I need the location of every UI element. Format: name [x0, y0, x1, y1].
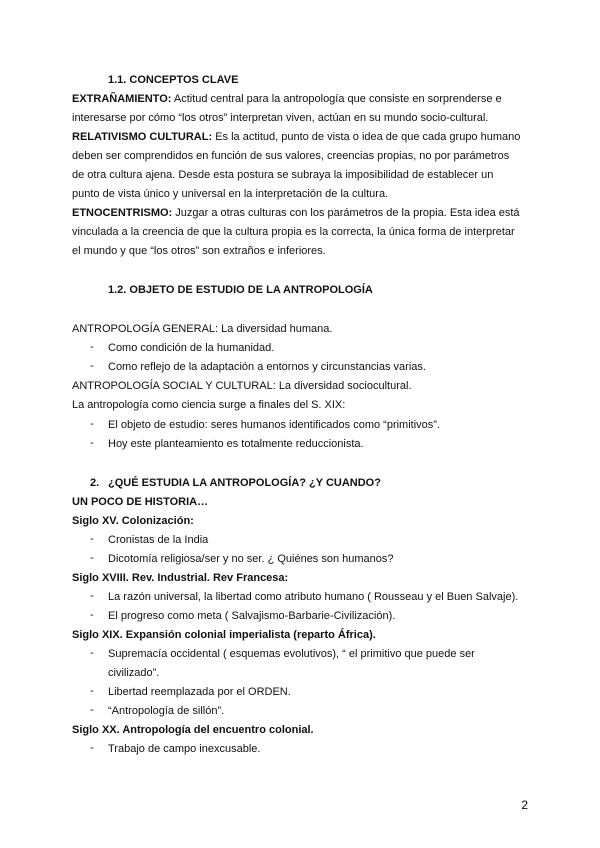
relativismo-line-3: de otra cultura ajena. Desde esta postura se subraya la imposibilidad de establecer un	[72, 169, 494, 181]
century-xix-heading: Siglo XIX. Expansión colonial imperialista (reparto África).	[72, 629, 376, 641]
science-line: La antropología como ciencia surge a finales del S. XIX:	[72, 399, 346, 411]
general-line: ANTROPOLOGÍA GENERAL: La diversidad humana.	[72, 323, 333, 335]
etnocentrismo-term: ETNOCENTRISMO:	[72, 207, 173, 219]
extranamiento-line-1	[72, 92, 502, 107]
bullet-dash: -	[90, 647, 94, 659]
list-item: Libertad reemplazada por el ORDEN.	[108, 686, 291, 698]
etnocentrismo-line-1	[72, 206, 520, 221]
relativismo-term: RELATIVISMO CULTURAL:	[72, 131, 213, 143]
century-xx-heading: Siglo XX. Antropología del encuentro colonial.	[72, 724, 314, 736]
list-item: Dicotomía religiosa/ser y no ser. ¿ Quiénes son humanos?	[108, 553, 394, 565]
bullet-dash: -	[90, 742, 94, 754]
etnocentrismo-line-3: el mundo y que “los otros” son extraños e inferiores.	[72, 245, 326, 257]
century-xv-heading: Siglo XV. Colonización:	[72, 515, 194, 527]
list-item: El progreso como meta ( Salvajismo-Barbarie-Civilización).	[108, 610, 396, 622]
section-heading-2: ¿QUÉ ESTUDIA LA ANTROPOLOGÍA? ¿Y CUANDO?	[108, 477, 381, 489]
list-item: Como condición de la humanidad.	[108, 342, 275, 354]
section-number-2: 2.	[90, 477, 100, 489]
history-subheading: UN POCO DE HISTORIA…	[72, 496, 209, 508]
bullet-dash: -	[90, 533, 94, 545]
bullet-dash: -	[90, 418, 94, 430]
extranamiento-def: Actitud central para la antropología que consiste en sorprenderse e	[171, 93, 502, 105]
social-line: ANTROPOLOGÍA SOCIAL Y CULTURAL: La diversidad sociocultural.	[72, 380, 412, 392]
etnocentrismo-line-2: vinculada a la creencia de que la cultura propia es la correcta, la única forma de interpretar	[72, 226, 515, 238]
relativismo-line-4: punto de vista único y universal en la interpretación de la cultura.	[72, 188, 389, 200]
section-heading-1-1: 1.1. CONCEPTOS CLAVE	[108, 74, 239, 86]
list-item-continuation: civilizado”.	[108, 667, 160, 679]
bullet-dash: -	[90, 590, 94, 602]
etnocentrismo-def: Juzgar a otras culturas con los parámetros de la propia. Esta idea está	[172, 207, 520, 219]
century-xviii-heading: Siglo XVIII. Rev. Industrial. Rev Francesa:	[72, 572, 289, 584]
list-item: El objeto de estudio: seres humanos identificados como “primitivos”.	[108, 419, 440, 431]
bullet-dash: -	[90, 437, 94, 449]
list-item: “Antropología de sillón”.	[108, 705, 225, 717]
relativismo-line-2: deben ser comprendidos en función de sus valores, creencias propias, no por parámetros	[72, 150, 510, 162]
bullet-dash: -	[90, 609, 94, 621]
bullet-dash: -	[90, 341, 94, 353]
bullet-dash: -	[90, 552, 94, 564]
list-item: Supremacía occidental ( esquemas evolutivos), “ el primitivo que puede ser	[108, 648, 475, 660]
list-item: Cronistas de la India	[108, 534, 209, 546]
bullet-dash: -	[90, 685, 94, 697]
extranamiento-line-2: interesarse por cómo “los otros” interpretan viven, actúan en su mundo socio-cultural.	[72, 112, 489, 124]
list-item: Hoy este planteamiento es totalmente reduccionista.	[108, 438, 364, 450]
list-item: Trabajo de campo inexcusable.	[108, 743, 261, 755]
list-item: La razón universal, la libertad como atributo humano ( Rousseau y el Buen Salvaje).	[108, 591, 519, 603]
bullet-dash: -	[90, 360, 94, 372]
bullet-dash: -	[90, 704, 94, 716]
page-number: 2	[521, 798, 528, 812]
relativismo-line-1	[72, 130, 520, 145]
list-item: Como reflejo de la adaptación a entornos y circunstancias varias.	[108, 361, 426, 373]
extranamiento-term: EXTRAÑAMIENTO:	[72, 93, 172, 105]
section-heading-1-2: 1.2. OBJETO DE ESTUDIO DE LA ANTROPOLOGÍA	[108, 284, 373, 296]
relativismo-def: Es la actitud, punto de vista o idea de que cada grupo humano	[212, 131, 521, 143]
